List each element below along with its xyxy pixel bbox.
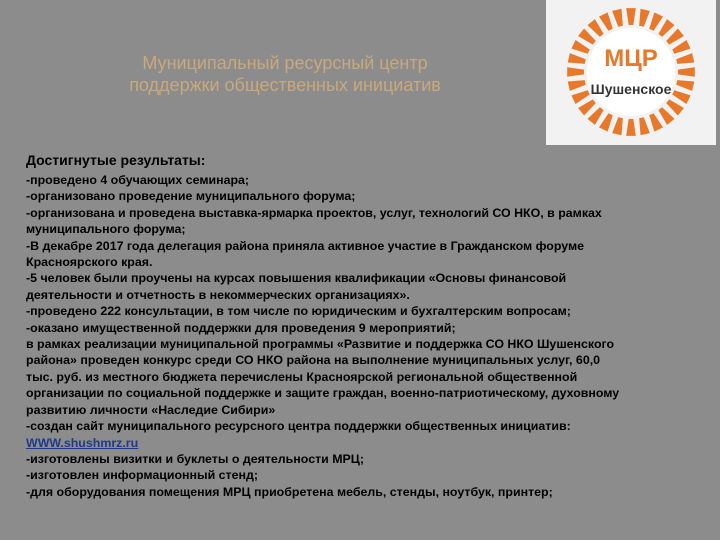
logo-ray bbox=[587, 107, 603, 125]
logo-ray bbox=[672, 40, 690, 54]
logo-ray bbox=[599, 12, 613, 30]
logo-ray bbox=[658, 19, 674, 37]
results-section bbox=[26, 150, 698, 500]
logo-ray bbox=[568, 53, 586, 64]
logo-ray bbox=[612, 117, 623, 135]
title-line-2: поддержки общественных инициатив bbox=[129, 75, 441, 95]
result-line: -для оборудования помещения МРЦ приобретена мебель, стенды, ноутбук, принтер; bbox=[26, 484, 553, 499]
logo-ray bbox=[658, 107, 674, 125]
result-line: -проведено 4 обучающих семинара; bbox=[26, 173, 250, 187]
result-line: организации по социальной поддержке и защите граждан, военно-патриотическому, духовному bbox=[26, 386, 620, 401]
logo-ray bbox=[672, 90, 690, 104]
logo-ray bbox=[649, 113, 663, 131]
logo-ray bbox=[639, 117, 650, 135]
logo-ray bbox=[639, 9, 650, 27]
logo-ray bbox=[599, 113, 613, 131]
results-list-continued bbox=[26, 451, 698, 500]
logo-ray bbox=[649, 12, 663, 30]
result-line: деятельности и отчетность в некоммерческих организациях». bbox=[26, 287, 410, 302]
result-line: Красноярского края. bbox=[26, 255, 153, 270]
result-line: тыс. руб. из местного бюджета перечислены Красноярской региональной общественной bbox=[26, 369, 578, 384]
results-heading: Достигнутые результаты: bbox=[26, 152, 206, 168]
logo-ray bbox=[676, 80, 694, 91]
result-line: -5 человек были проучены на курсах повышения квалификации «Основы финансовой bbox=[26, 271, 567, 286]
logo-place: Шушенское bbox=[590, 81, 672, 97]
logo-ray bbox=[571, 90, 589, 104]
results-list bbox=[26, 172, 698, 435]
result-line: -изготовлены визитки и буклеты о деятельности МРЦ; bbox=[26, 451, 364, 466]
logo-abbr: МЦР bbox=[604, 45, 658, 72]
logo-ray bbox=[678, 67, 695, 77]
logo-ray bbox=[587, 19, 603, 37]
logo-ray bbox=[626, 8, 636, 25]
website-link[interactable]: WWW.shushmrz.ru bbox=[26, 435, 139, 450]
logo-ray bbox=[578, 28, 596, 44]
result-line: муниципального форума; bbox=[26, 222, 186, 237]
mcr-logo-icon bbox=[546, 0, 716, 145]
result-line: -изготовлен информационный стенд; bbox=[26, 468, 258, 483]
result-line: -проведено 222 консультации, в том числе по юридическим и бухгалтерским вопросам; bbox=[26, 304, 571, 319]
logo bbox=[546, 0, 716, 145]
logo-ray bbox=[612, 9, 623, 27]
logo-ray bbox=[666, 28, 684, 44]
logo-ray bbox=[626, 119, 636, 136]
result-line: в рамках реализации муниципальной программы «Развитие и поддержка СО НКО Шушенского bbox=[26, 337, 615, 352]
logo-ray bbox=[568, 80, 586, 91]
logo-ray bbox=[666, 99, 684, 115]
result-line: -организовано проведение муниципального форума; bbox=[26, 189, 356, 204]
logo-ray bbox=[578, 99, 596, 115]
result-line: района» проведен конкурс среди СО НКО района на выполнение муниципальных услуг, 60,0 bbox=[26, 353, 601, 368]
logo-ray bbox=[676, 53, 694, 64]
logo-ray bbox=[567, 67, 584, 77]
result-line: -В декабре 2017 года делегация района приняла активное участие в Гражданском форуме bbox=[26, 238, 585, 253]
page-title bbox=[40, 52, 530, 96]
logo-ray bbox=[571, 40, 589, 54]
result-line: -организована и проведена выставка-ярмарка проектов, услуг, технологий СО НКО, в рамках bbox=[26, 205, 602, 220]
title-line-1: Муниципальный ресурсный центр bbox=[142, 53, 428, 73]
result-line: -оказано имущественной поддержки для проведения 9 мероприятий; bbox=[26, 320, 456, 335]
result-line: развитию личности «Наследие Сибири» bbox=[26, 402, 276, 417]
result-line: -создан сайт муниципального ресурсного центра поддержки общественных инициатив: bbox=[26, 419, 571, 434]
